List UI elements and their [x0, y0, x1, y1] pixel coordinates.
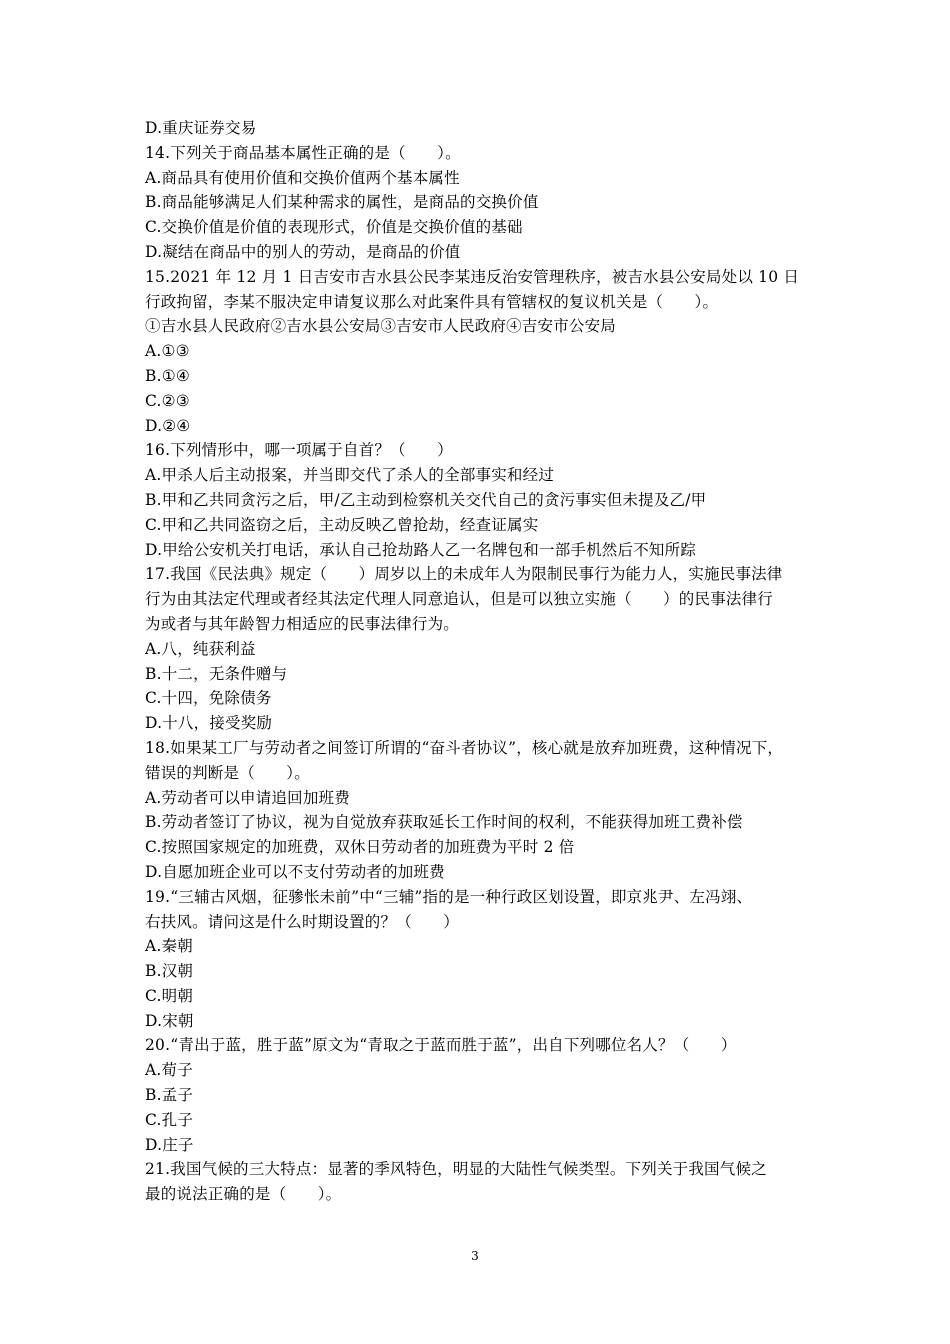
option-line: D.甲给公安机关打电话，承认自己抢劫路人乙一名牌包和一部手机然后不知所踪 [145, 540, 697, 559]
text-line: 右扶风。请问这是什么时期设置的？（ ） [145, 912, 460, 931]
option-line: B.甲和乙共同贪污之后，甲/乙主动到检察机关交代自己的贪污事实但未提及乙/甲 [145, 490, 707, 509]
option-line: C.孔子 [145, 1110, 194, 1129]
option-line: C.②③ [145, 391, 190, 410]
option-line: C.明朝 [145, 986, 194, 1005]
question-17: 17.我国《民法典》规定（ ）周岁以上的未成年人为限制民事行为能力人，实施民事法律 [145, 565, 783, 584]
question-text-block [145, 116, 810, 1207]
option-line: A.①③ [145, 342, 190, 361]
text-line: 为或者与其年龄智力相适应的民事法律行为。 [145, 614, 460, 633]
option-line: D.十八，接受奖励 [145, 714, 273, 733]
page-number: 3 [471, 1249, 479, 1263]
question-16: 16.下列情形中，哪一项属于自首？（ ） [145, 441, 453, 460]
option-line: D.自愿加班企业可以不支付劳动者的加班费 [145, 862, 445, 881]
option-line: C.交换价值是价值的表现形式，价值是交换价值的基础 [145, 218, 523, 237]
text-line: 行为由其法定代理或者经其法定代理人同意追认，但是可以独立实施（ ）的民事法律行 [145, 590, 774, 609]
option-line: A.荀子 [145, 1061, 193, 1080]
option-line: B.①④ [145, 366, 190, 385]
option-line: D.凝结在商品中的别人的劳动，是商品的价值 [145, 242, 461, 261]
text-line: 最的说法正确的是（ ）。 [145, 1185, 342, 1204]
option-line: D.②④ [145, 416, 191, 435]
option-line: B.孟子 [145, 1086, 194, 1105]
question-18: 18.如果某工厂与劳动者之间签订所谓的“奋斗者协议”，核心就是放弃加班费，这种情况下， [145, 738, 784, 757]
question-14: 14.下列关于商品基本属性正确的是（ ）。 [145, 143, 461, 162]
option-line: A.秦朝 [145, 937, 193, 956]
option-line: C.按照国家规定的加班费，双休日劳动者的加班费为平时 2 倍 [145, 838, 575, 857]
option-line: C.十四，免除债务 [145, 689, 272, 708]
option-line: D.宋朝 [145, 1011, 194, 1030]
option-line: B.汉朝 [145, 962, 194, 981]
question-21: 21.我国气候的三大特点：显著的季风特色，明显的大陆性气候类型。下列关于我国气候之 [145, 1160, 767, 1179]
text-line: 行政拘留，李某不服决定申请复议那么对此案件具有管辖权的复议机关是（ ）。 [145, 292, 719, 311]
text-line: ①吉水县人民政府②吉水县公安局③吉安市人民政府④吉安市公安局 [145, 317, 617, 336]
option-line: B.劳动者签订了协议，视为自觉放弃获取延长工作时间的权利，不能获得加班工费补偿 [145, 813, 743, 832]
question-20: 20.“青出于蓝，胜于蓝”原文为“青取之于蓝而胜于蓝”，出自下列哪位名人？（ ） [145, 1036, 737, 1055]
question-19: 19.“三辅古风烟，征骖怅未前”中“三辅”指的是一种行政区划设置，即京兆尹、左冯翊、 [145, 887, 753, 906]
option-line: C.甲和乙共同盗窃之后，主动反映乙曾抢劫，经查证属实 [145, 515, 539, 534]
option-line: A.商品具有使用价值和交换价值两个基本属性 [145, 168, 460, 187]
option-line: D.庄子 [145, 1135, 194, 1154]
option-line: B.十二，无条件赠与 [145, 664, 288, 683]
text-line: D.重庆证券交易 [145, 119, 257, 137]
option-line: B.商品能够满足人们某种需求的属性，是商品的交换价值 [145, 193, 539, 212]
option-line: A.甲杀人后主动报案，并当即交代了杀人的全部事实和经过 [145, 466, 555, 485]
question-15: 15.2021 年 12 月 1 日吉安市吉水县公民李某违反治安管理秩序，被吉水县公安局处以 10 日 [145, 267, 800, 286]
option-line: A.劳动者可以申请追回加班费 [145, 788, 350, 807]
option-line: A.八，纯获利益 [145, 639, 256, 658]
text-line: 错误的判断是（ ）。 [145, 763, 310, 782]
